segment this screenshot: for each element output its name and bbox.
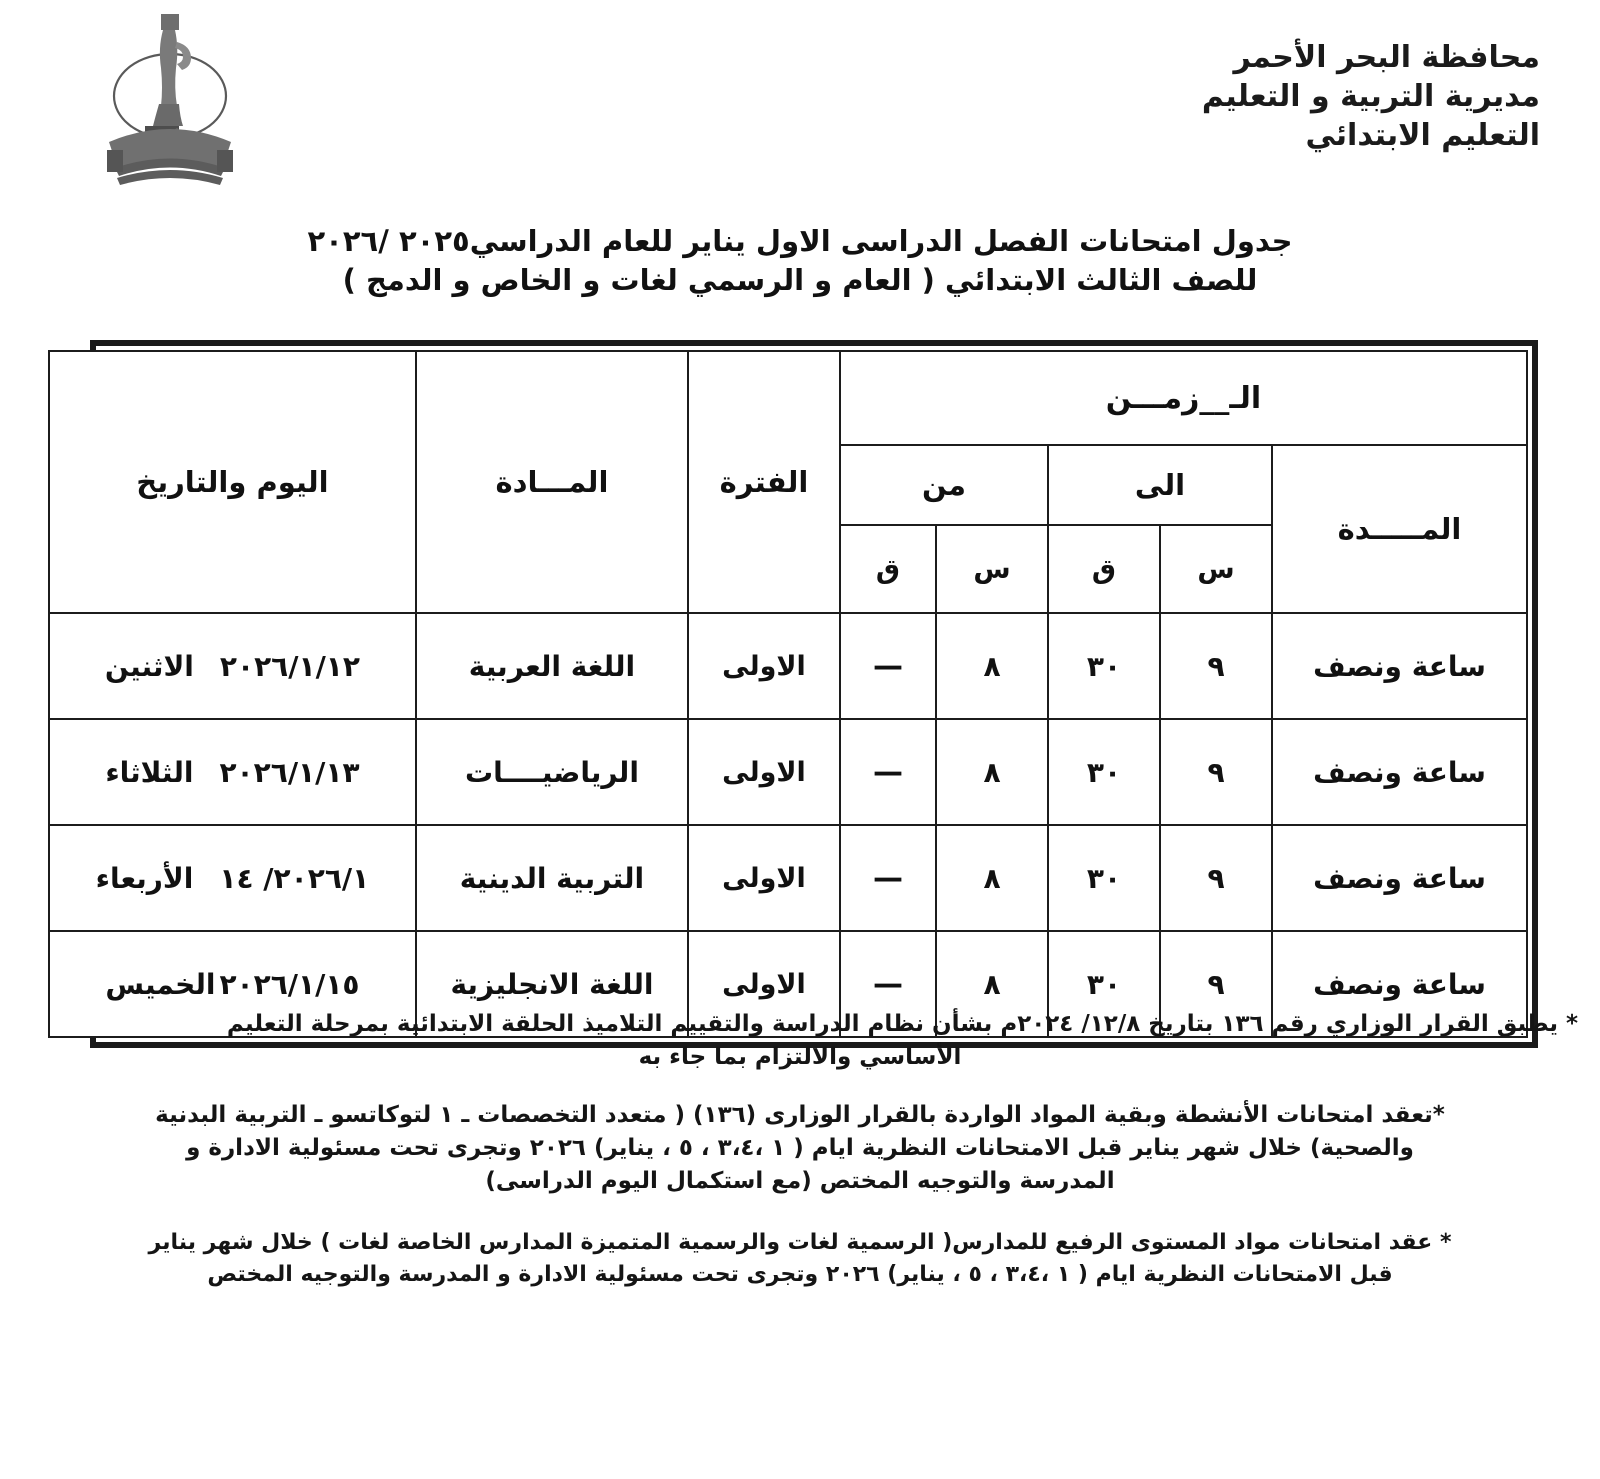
cell-day-date bbox=[49, 613, 416, 719]
cell-duration: ساعة ونصف bbox=[1272, 719, 1527, 825]
title-line-2: للصف الثالث الابتدائي ( العام و الرسمي لغات و الخاص و الدمج ) bbox=[342, 262, 1258, 297]
cell-to-minute: ٣٠ bbox=[1048, 613, 1160, 719]
table-row bbox=[49, 825, 1527, 931]
footnote-3 bbox=[22, 1227, 1578, 1289]
document-header bbox=[0, 0, 1600, 200]
cell-day: الثلاثاء bbox=[105, 755, 194, 789]
cell-from-hour: ٨ bbox=[936, 825, 1048, 931]
organization-titles bbox=[1202, 38, 1540, 155]
cell-to-hour: ٩ bbox=[1160, 825, 1272, 931]
cell-duration: ساعة ونصف bbox=[1272, 931, 1527, 1037]
cell-date: ٢٠٢٦/١/ ١٤ bbox=[219, 861, 370, 895]
footnote-1 bbox=[22, 1008, 1578, 1073]
cell-duration: ساعة ونصف bbox=[1272, 613, 1527, 719]
emblem-icon bbox=[85, 8, 255, 188]
footnote-1-line-2: الأساسي والالتزام بما جاء به bbox=[638, 1043, 962, 1070]
cell-from-minute: — bbox=[840, 613, 936, 719]
cell-period: الاولى bbox=[688, 613, 840, 719]
cell-from-hour: ٨ bbox=[936, 613, 1048, 719]
cell-to-hour: ٩ bbox=[1160, 613, 1272, 719]
cell-from-hour: ٨ bbox=[936, 719, 1048, 825]
cell-period: الاولى bbox=[688, 931, 840, 1037]
table-row bbox=[49, 719, 1527, 825]
cell-date: ٢٠٢٦/١/١٥ bbox=[219, 967, 360, 1001]
footnote-3-line-1: * عقد امتحانات مواد المستوى الرفيع للمدارس( الرسمية لغات والرسمية المتميزة المدارس الخاصة لغات ) خلال شهر يناير bbox=[148, 1230, 1452, 1256]
governorate-emblem-logo bbox=[85, 8, 255, 188]
page-title bbox=[0, 222, 1600, 300]
cell-subject: التربية الدينية bbox=[416, 825, 688, 931]
cell-subject: الرياضيــــات bbox=[416, 719, 688, 825]
cell-date: ٢٠٢٦/١/١٣ bbox=[219, 755, 360, 789]
table-head bbox=[49, 351, 1527, 613]
table-body bbox=[49, 613, 1527, 1037]
org-line-stage: التعليم الابتدائي bbox=[1305, 118, 1540, 153]
table-row bbox=[49, 613, 1527, 719]
footnote-2-line-3: المدرسة والتوجيه المختص (مع استكمال اليوم الدراسى) bbox=[485, 1167, 1115, 1194]
cell-to-minute: ٣٠ bbox=[1048, 825, 1160, 931]
cell-subject: اللغة العربية bbox=[416, 613, 688, 719]
cell-day: الأربعاء bbox=[95, 861, 194, 895]
header-min: من bbox=[840, 445, 1048, 525]
cell-day: الاثنين bbox=[104, 649, 194, 683]
cell-to-minute: ٣٠ bbox=[1048, 931, 1160, 1037]
cell-from-minute: — bbox=[840, 719, 936, 825]
footnotes-section bbox=[22, 1008, 1578, 1308]
cell-day-date bbox=[49, 825, 416, 931]
org-line-governorate: محافظة البحر الأحمر bbox=[1233, 40, 1540, 75]
footnote-1-line-1: * يطبق القرار الوزاري رقم ١٣٦ بتاريخ ١٢/٨/ ٢٠٢٤م بشأن نظام الدراسة والتقييم التلاميذ الحلقة الابتدائية بمرحلة التعليم bbox=[226, 1011, 1578, 1037]
header-fatra: الفترة bbox=[688, 351, 840, 613]
header-mudda: المـــــدة bbox=[1272, 445, 1527, 613]
exam-schedule-table bbox=[48, 350, 1528, 1038]
header-min-minutes: ق bbox=[840, 525, 936, 613]
cell-period: الاولى bbox=[688, 825, 840, 931]
cell-to-hour: ٩ bbox=[1160, 719, 1272, 825]
header-row-zaman bbox=[49, 351, 1527, 445]
header-daydate: اليوم والتاريخ bbox=[49, 351, 416, 613]
footnote-2 bbox=[22, 1099, 1578, 1197]
cell-period: الاولى bbox=[688, 719, 840, 825]
cell-day-date bbox=[49, 719, 416, 825]
cell-day: الخميس bbox=[105, 967, 216, 1001]
footnote-3-line-2: قبل الامتحانات النظرية ايام ( ١ ،٣،٤ ، ٥ ، يناير) ٢٠٢٦ وتجرى تحت مسئولية الادارة و المدرسة والتوجيه المختص bbox=[207, 1261, 1393, 1287]
footnote-2-line-2: والصحية) خلال شهر يناير قبل الامتحانات النظرية ايام ( ١ ،٣،٤ ، ٥ ، يناير) ٢٠٢٦ وتجرى تحت مسئولية الادارة و bbox=[186, 1134, 1414, 1161]
header-min-hours: س bbox=[936, 525, 1048, 613]
exam-schedule-table-frame bbox=[90, 340, 1538, 1048]
header-ila-hours: س bbox=[1160, 525, 1272, 613]
cell-subject: اللغة الانجليزية bbox=[416, 931, 688, 1037]
header-ila-minutes: ق bbox=[1048, 525, 1160, 613]
cell-to-minute: ٣٠ bbox=[1048, 719, 1160, 825]
cell-from-minute: — bbox=[840, 931, 936, 1037]
cell-date: ٢٠٢٦/١/١٢ bbox=[219, 649, 360, 683]
cell-from-minute: — bbox=[840, 825, 936, 931]
cell-from-hour: ٨ bbox=[936, 931, 1048, 1037]
cell-to-hour: ٩ bbox=[1160, 931, 1272, 1037]
header-ila: الى bbox=[1048, 445, 1272, 525]
cell-duration: ساعة ونصف bbox=[1272, 825, 1527, 931]
org-line-directorate: مديرية التربية و التعليم bbox=[1201, 79, 1540, 114]
header-madda: المـــادة bbox=[416, 351, 688, 613]
title-line-1: جدول امتحانات الفصل الدراسى الاول يناير للعام الدراسي٢٠٢٥ /٢٠٢٦ bbox=[307, 224, 1293, 258]
header-zaman: الـ__زمـــن bbox=[840, 351, 1527, 445]
footnote-2-line-1: *تعقد امتحانات الأنشطة وبقية المواد الواردة بالقرار الوزارى (١٣٦) ( متعدد التخصصات ـ ١ لتوكاتسو ـ التربية البدنية bbox=[155, 1102, 1445, 1129]
